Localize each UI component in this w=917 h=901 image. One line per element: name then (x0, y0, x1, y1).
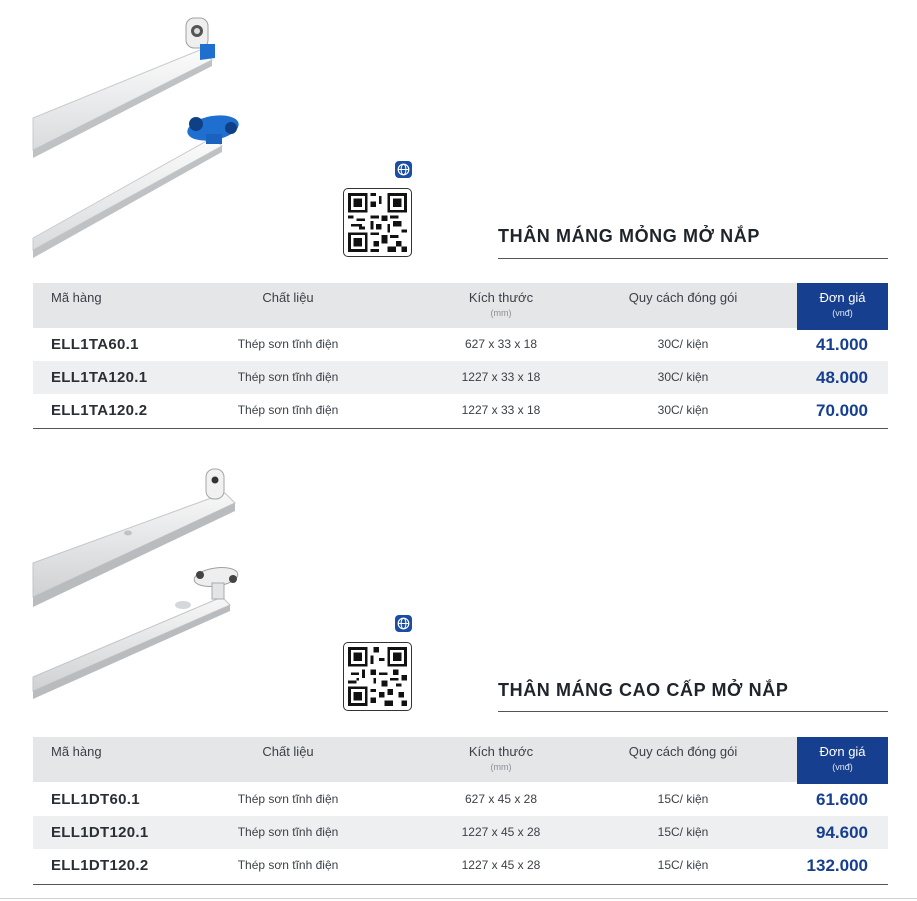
header-price-label: Đơn giá (819, 290, 866, 305)
product-section-premium (0, 455, 917, 901)
size: 1227 x 45 x 28 (461, 858, 541, 872)
globe-icon[interactable] (395, 615, 412, 632)
packing: 30C/ kiện (657, 337, 709, 351)
product-code: ELL1TA120.2 (51, 402, 148, 419)
table-header (33, 737, 888, 782)
material: Thép sơn tĩnh điện (237, 792, 339, 806)
section-title: THÂN MÁNG CAO CẤP MỞ NẮP (498, 680, 789, 700)
header-packing: Quy cách đóng gói (628, 290, 738, 305)
packing: 30C/ kiện (657, 403, 709, 417)
header-price-unit: (vnđ) (832, 762, 853, 772)
product-code: ELL1DT60.1 (51, 791, 140, 808)
size: 627 x 33 x 18 (464, 337, 538, 351)
price: 132.000 (806, 856, 868, 875)
header-size (441, 744, 561, 772)
size: 627 x 45 x 28 (464, 792, 538, 806)
price: 41.000 (816, 335, 868, 354)
material: Thép sơn tĩnh điện (237, 337, 339, 351)
header-size-label: Kích thước (468, 744, 534, 759)
price: 61.600 (816, 790, 868, 809)
table-bottom-rule (33, 884, 888, 885)
title-divider (498, 711, 888, 712)
table-row (33, 816, 888, 849)
header-size-label: Kích thước (468, 290, 534, 305)
material: Thép sơn tĩnh điện (237, 403, 339, 417)
page-bottom-rule (0, 898, 917, 899)
product-section-thin (0, 0, 917, 440)
table-bottom-rule (33, 428, 888, 429)
size: 1227 x 33 x 18 (461, 370, 541, 384)
packing: 15C/ kiện (657, 792, 709, 806)
material: Thép sơn tĩnh điện (237, 858, 339, 872)
header-material: Chất liệu (262, 744, 314, 759)
header-size-unit: (mm) (490, 308, 512, 318)
price: 48.000 (816, 368, 868, 387)
header-code: Mã hàng (51, 290, 102, 305)
price: 70.000 (816, 401, 868, 420)
header-price (797, 737, 888, 784)
table-row (33, 361, 888, 394)
globe-icon[interactable] (395, 161, 412, 178)
header-price-label: Đơn giá (819, 744, 866, 759)
product-code: ELL1DT120.1 (51, 824, 149, 841)
price: 94.600 (816, 823, 868, 842)
table-row (33, 783, 888, 816)
table-row (33, 849, 888, 882)
size: 1227 x 45 x 28 (461, 825, 541, 839)
product-code: ELL1DT120.2 (51, 857, 149, 874)
table-row (33, 328, 888, 361)
material: Thép sơn tĩnh điện (237, 825, 339, 839)
qr-code-icon[interactable] (343, 188, 412, 257)
header-price-unit: (vnđ) (832, 308, 853, 318)
product-code: ELL1TA60.1 (51, 336, 139, 353)
material: Thép sơn tĩnh điện (237, 370, 339, 384)
packing: 15C/ kiện (657, 858, 709, 872)
size: 1227 x 33 x 18 (461, 403, 541, 417)
table-header (33, 283, 888, 328)
header-size-unit: (mm) (490, 762, 512, 772)
packing: 30C/ kiện (657, 370, 709, 384)
fixture-image-thin (0, 0, 280, 262)
header-size (441, 290, 561, 318)
header-price (797, 283, 888, 330)
product-code: ELL1TA120.1 (51, 369, 148, 386)
fixture-image-premium (0, 455, 280, 717)
header-packing: Quy cách đóng gói (628, 744, 738, 759)
title-divider (498, 258, 888, 259)
header-code: Mã hàng (51, 744, 102, 759)
table-row (33, 394, 888, 427)
packing: 15C/ kiện (657, 825, 709, 839)
header-material: Chất liệu (262, 290, 314, 305)
section-title: THÂN MÁNG MỎNG MỞ NẮP (498, 226, 760, 246)
qr-code-icon[interactable] (343, 642, 412, 711)
